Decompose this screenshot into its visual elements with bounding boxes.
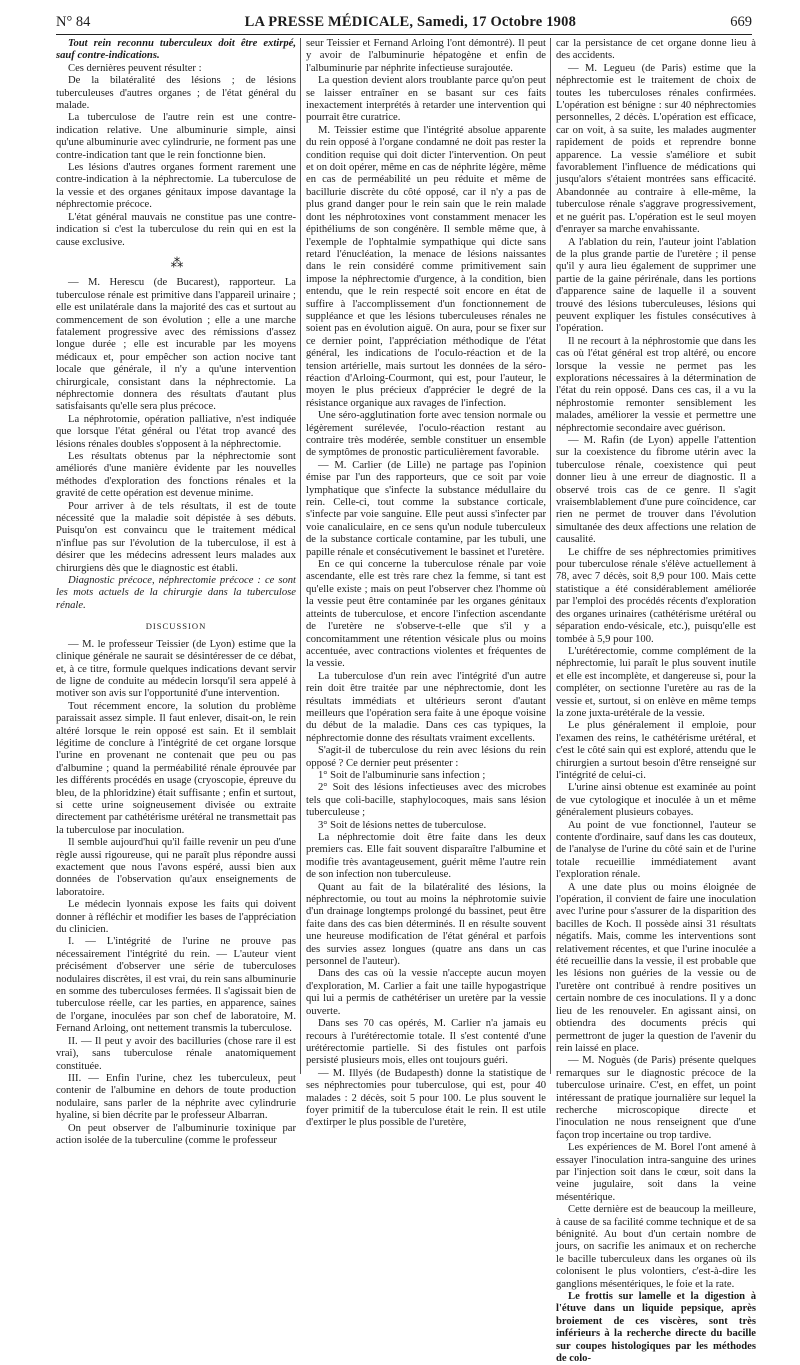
paragraph: L'état général mauvais ne constitue pas une contre-indication si c'est la tuberculose du rein qui en est la cause exclusive. [56,211,296,248]
paragraph: La tuberculose d'un rein avec l'intégrité d'un autre rein doit être traitée par une néphrectomie, dont les résultats immédiats et ultérieurs seront d'autant meilleurs que l'opération sera faite à une époque voisine du début de la maladie. Dans ces cas typiques, la néphrectomie donne des résultats vraiment excellents. [306,670,546,744]
issue-number: N° 84 [56,14,91,30]
paragraph: 3° Soit de lésions nettes de tuberculose. [318,819,487,831]
paragraph: Il semble aujourd'hui qu'il faille revenir un peu d'une règle aussi rigoureuse, qui ne paraît plus répondre aussi exactement que nous l'avons espéré, aussi bien aux données de l'observation qu'aux enseignements de laboratoire. [56,837,296,898]
paragraph: Tout récemment encore, la solution du problème paraissait assez simple. Il faut enlever, disait-on, le rein altéré lorsque le rein opposé est sain. Et il semblait légitime de conclure à l'intégrité de cet organe lorsque l'urine en provenant ne contenait que peu ou pas d'albumine ; quand la perméabilité rénale éprouvée par les différents procédés en usage (cryoscopie, épreuve du bleu, de la phloridzine) était suffisante ; enfin et surtout, si cette urine soigneusement divisée ou extraite directement par cathétérisme urétéral ne transmettait pas la tuberculose par inoculation. [56,700,296,836]
paragraph: car la persistance de cet organe donne lieu à des accidents. [556,38,756,62]
paragraph: Dans des cas où la vessie n'accepte aucun moyen d'exploration, M. Carlier a fait une taille hypogastrique qui lui a permis de cathétériser un uretère par la vessie ouverte. [306,968,546,1017]
paragraph: M. Teissier estime que l'intégrité absolue apparente du rein opposé à l'organe condamné ne doit pas rester la condition requise qui doit dicter l'intervention. On peut et on doit opérer, même en cas de néphrite légère, même en cas de perméabilité un peu réduite et même de bacillurie discrète du côté opposé, car il n'y a pas de plus grand danger pour le rein sain que le rein malade dont les néphrotoxines vont constamment menacer les épithéliums de son congénère. Il semble même que, à l'exemple de l'ophtalmie sympathique qui dicte sans retard l'énucléation, la menace de lésions naissantes dans le rein considéré comme primitivement sain impose la néphrectomie d'urgence, à la condition, bien entendu, que le rein respecté soit encore en état de suffire à l'accomplissement d'un fonctionnement de suppléance et que les lésions tuberculeuses rénales ne soient pas en évolution aiguë. On aura, pour se fixer sur ce dernier point, l'appréciation méthodique de l'état général, les indications de l'oculo-réaction et de la tension artérielle, mais surtout les données de la séro-réaction d'Arloing-Courmont, qui est, pour l'auteur, le moyen le plus précieux d'apprécier le degré de la résistance organique aux ravages de l'infection. [306,124,546,409]
journal-title: LA PRESSE MÉDICALE, Samedi, 17 Octobre 1908 [244,14,577,30]
header-rule [56,34,752,35]
paragraph: — M. Illyés (de Budapesth) donne la statistique de ses néphrectomies pour tuberculose, qui est, pour 40 malades : 2 décès, soit 5 pour 100. Le plus souvent le foyer primitif de la tuberculose était le rein. Il est utile d'extirper le plus possible de l'uretère, [306,1067,546,1129]
paragraph: — M. le professeur Teissier (de Lyon) estime que la clinique générale ne saurait se désintéresser de ce débat, et, à ce titre, formule quelques indications devant servir de ligne de conduite au médecin lorsqu'il sera appelé à motiver son avis sur l'opportunité d'une intervention. [56,638,296,700]
paragraph: Il ne recourt à la néphrostomie que dans les cas où l'état général est trop altéré, ou encore lorsque la vessie ne permet pas les explorations nécessaires à la détermination de l'état du rein opposé. Dans ces cas, il a vu la néphrostomie remonter sensiblement les malades, améliorer la vessie et permettre une néphrectomie secondaire avec guérison. [556,335,756,434]
paragraph: Le plus généralement il emploie, pour l'examen des reins, le cathétérisme urétéral, et c'est le côté sain qui est exploré, attendu que le chirurgien a surtout besoin d'être renseigné sur l'intégrité de celui-ci. [556,720,756,781]
paragraph: — M. Noguès (de Paris) présente quelques remarques sur le diagnostic précoce de la tuberculose urinaire. C'est, en effet, un point intéressant de pratique journalière sur lequel la recherche microscopique directe et l'inoculation ne nous renseignent que d'une façon trop incertaine ou trop tardive. [556,1055,756,1141]
column-3 [556,38,756,1365]
paragraph: Une séro-agglutination forte avec tension normale ou légèrement surélevée, l'oculo-réaction restant au contraire très modérée, semble constituer un ensemble de symptômes de pronostic particulièrement favorable. [306,410,546,459]
paragraph: — M. Carlier (de Lille) ne partage pas l'opinion émise par l'un des rapporteurs, que ce soit par voie lymphatique que s'infecte la substance médullaire du rein. Celle-ci, tout comme la substance corticale, s'infecte par voie sanguine. Elle peut aussi s'infecter par voie canaliculaire, en ce sens qu'un nodule tuberculeux de la substance corticale contamine, par les tubuli, une papille rénale et consécutivement le bassinet et l'uretère. [306,459,546,558]
paragraph: De la bilatéralité des lésions ; de lésions tuberculeuses d'autres organes ; de l'état général du malade. [56,75,296,112]
paragraph: A l'ablation du rein, l'auteur joint l'ablation de la plus grande partie de l'uretère ; il pense qu'il y aura lieu également de supprimer une partie de la gaine périrénale, dans les portions d'apparence saine de laquelle il a souvent trouvé des lésions tuberculeuses, lésions qui peuvent expliquer les fistules consécutives à l'opération. [556,236,756,335]
paragraph: Les expériences de M. Borel l'ont amené à essayer l'inoculation intra-sanguine des urines par l'injection soit dans le cœur, soit dans la veine jugulaire, soit dans la veine mésentérique. [556,1142,756,1203]
paragraph: Pour arriver à de tels résultats, il est de toute nécessité que la maladie soit dépistée à ses débuts. Puisqu'on est convaincu que le traitement médical n'influe pas sur l'évolution de la tuberculose, il est à désirer que les médecins adressent leurs malades aux chirurgiens dès que le diagnostic est établi. [56,500,296,574]
paragraph: 1° Soit de l'albuminurie sans infection ; [318,769,486,781]
section-heading: DISCUSSION [145,621,207,632]
paragraph: La néphrotomie, opération palliative, n'est indiquée que lorsque l'état général ou l'état trop avancé des lésions rénales doubles s'opposent à la néphrectomie. [56,413,296,450]
paragraph: En ce qui concerne la tuberculose rénale par voie ascendante, elle est très rare chez la femme, si tant est qu'elle existe ; mais on peut l'observer chez l'homme où la vessie peut être contaminée par les organes génitaux atteints de tuberculose, et encore l'infection ascendante de l'uretère ne s'observe-t-elle que s'il y a concomitamment une rétention vésicale plus ou moins accentuée, avec contractions violentes et fréquentes de la vessie. [306,559,546,670]
paragraph: II. — Il peut y avoir des bacilluries (chose rare il est vrai), sans tuberculose rénale anatomiquement constituée. [56,1035,296,1072]
paragraph: Ces dernières peuvent résulter : [68,62,202,74]
paragraph: Le médecin lyonnais expose les faits qui doivent donner à réfléchir et modifier les bases de l'appréciation du clinicien. [56,899,296,936]
paragraph: Cette dernière est de beaucoup la meilleure, à cause de sa facilité comme technique et de sa bénignité. Au bout d'un certain nombre de jours, on sacrifie les animaux et on recherche le bacille tuberculeux dans les organes où ils colonisent le plus volontiers, c'est-à-dire les ganglions mésentériques, le foie et la rate. [556,1204,756,1290]
paragraph: S'agit-il de tuberculose du rein avec lésions du rein opposé ? Ce dernier peut présenter : [306,745,546,769]
paragraph: Le frottis sur lamelle et la digestion à l'étuve dans un liquide pepsique, après broiement de ces viscères, sont très inférieurs à la recherche directe du bacille sur coupes histologiques par les méthodes de colo- [556,1291,756,1365]
paragraph: — M. Legueu (de Paris) estime que la néphrectomie est le traitement de choix de toutes les tuberculoses rénales confirmées. L'opération est bénigne : sur 40 néphrectomies personnelles, 2 décès. L'opération est efficace, car on voit, à sa suite, les malades augmenter rapidement de poids et reprendre bonne apparence. La vessie s'améliore et subit favorablement l'influence de médications qui jusqu'alors s'étaient montrées sans efficacité. Abandonnée au contraire à elle-même, la tuberculose rénale s'aggrave progressivement, et ne guérit pas. L'opération est le seul moyen d'enrayer sa marche envahissante. [556,62,756,236]
paragraph: A une date plus ou moins éloignée de l'opération, il convient de faire une inoculation avec l'urine pour s'assurer de la disparition des bacilles de Koch. Il possède ainsi 31 résultats négatifs. Mais, comme les interventions sont relativement récentes, et que l'urine inoculée a été recueillie dans la vessie, il est probable que les lésions non guéries de la vessie ou de l'uretère ont contribué à rendre positives un certain nombre de ces inoculations. Il y a donc lieu de les renouveler. En agissant ainsi, on obtiendra des documents précis qui permettront de juger la question de l'avenir du rein laissé en place. [556,881,756,1054]
paragraph: III. — Enfin l'urine, chez les tuberculeux, peut contenir de l'albumine en dehors de toute production nodulaire, sans parler de la néphrite avec cylindrurie hyaline, si bien décrite par le professeur Albarran. [56,1072,296,1122]
paragraph: I. — L'intégrité de l'urine ne prouve pas nécessairement l'intégrité du rein. — L'auteur vient précisément d'observer une série de tuberculoses nodulaires discrètes, il est vrai, du rein sans albuminurie en somme des tuberculoses fermées. Il s'agissait bien de tuberculose réelle, car les parties, en apparence, saines de l'organe, inoculées par son chef de laboratoire, M. Fernand Arloing, ont nettement transmis la tuberculose. [56,936,296,1035]
section-ornament: ⁂ [170,254,182,270]
paragraph: seur Teissier et Fernand Arloing l'ont démontré). Il peut y avoir de l'albuminurie hépatogène et enfin de l'albuminurie par néphrite infectieuse surajoutée. [306,38,546,74]
paragraph: Les résultats obtenus par la néphrectomie sont améliorés d'une manière évidente par les nouvelles méthodes d'exploration des fonctions rénales et la gravité de cette opération est devenue minime. [56,451,296,500]
paragraph: On peut observer de l'albuminurie toxinique par action isolée de la tuberculine (comme le professeur [56,1122,296,1146]
column-divider [300,38,301,1074]
paragraph: 2° Soit des lésions infectieuses avec des microbes tels que coli-bacille, staphylocoques, mais sans lésion tuberculeuse ; [306,782,546,819]
column-2 [306,38,546,1129]
column-1 [56,38,296,1146]
paragraph: — M. Rafin (de Lyon) appelle l'attention sur la coexistence du fibrome utérin avec la tuberculose rénale, coexistence qui peut donner lieu à une erreur de diagnostic. Il a observé trois cas de ce genre. Il s'agit vraisemblablement d'une pure coïncidence, car rien ne permet de trouver dans l'évolution simultanée des deux affections une relation de causalité. [556,435,756,546]
paragraph: La néphrectomie doit être faite dans les deux premiers cas. Elle fait souvent disparaître l'albumine et modifie très avantageusement, guérit même l'autre rein de son infection non tuberculeuse. [306,832,546,881]
paragraph: Diagnostic précoce, néphrectomie précoce : ce sont les mots actuels de la chirurgie dans la tuberculose rénale. [56,575,296,611]
page-number: 669 [730,14,752,30]
paragraph: Les lésions d'autres organes forment rarement une contre-indication à la néphrectomie. La tuberculose de la vessie et des organes génitaux impose davantage la néphrectomie précoce. [56,162,296,211]
paragraph: Dans ses 70 cas opérés, M. Carlier n'a jamais eu recours à l'urétérectomie totale. Il s'est contenté d'une urétérectomie partielle. Si des fistules ont parfois persisté plusieurs mois, elles ont toujours guéri. [306,1018,546,1067]
paragraph: L'urine ainsi obtenue est examinée au point de vue cytologique et inoculée à un et même généralement plusieurs cobayes. [556,782,756,819]
paragraph: La question devient alors troublante parce qu'on peut se laisser entraîner en se basant sur ces faits inexactement interprétés à retarder une intervention qui pourrait être curatrice. [306,75,546,124]
column-divider [550,38,551,1074]
paragraph: — M. Herescu (de Bucarest), rapporteur. La tuberculose rénale est primitive dans l'appareil urinaire ; elle est unilatérale dans la majorité des cas et surtout au commencement de son évolution ; elle a une marche fatalement progressive avec des rémissions d'assez longue durée ; elle est incurable par les moyens médicaux et, pour empêcher son action nocive tant locale que générale, il n'y a qu'une intervention chirurgicale, consistant dans la néphrectomie. La néphrectomie donnera des résultats d'autant plus satisfaisants qu'elle sera plus précoce. [56,277,296,413]
paragraph: La tuberculose de l'autre rein est une contre-indication relative. Une albuminurie simple, ainsi qu'une albuminurie avec cylindrurie, ne forment pas une contre-indication tant que le rein fonctionne bien. [56,112,296,161]
paragraph: L'urétérectomie, comme complément de la néphrectomie, lui paraît le plus souvent inutile et elle est incomplète, et dangereuse si, pour la compléter, on sectionne l'uretère au ras de la vessie et, surtout, si on enlève en même temps la zone juxta-urétérale de la vessie. [556,645,756,719]
paragraph: Tout rein reconnu tuberculeux doit être extirpé, sauf contre-indications. [56,38,296,62]
paragraph: Au point de vue fonctionnel, l'auteur se contente d'ordinaire, sauf dans les cas douteux, de l'analyse de l'urine du côté sain et de l'urine totale recueillie immédiatement avant l'exploration rénale. [556,819,756,881]
paragraph: Quant au fait de la bilatéralité des lésions, la néphrectomie, ou tout au moins la néphrotomie suivie d'un drainage longtemps prolongé du bassinet, peut être faite dans des cas bien déterminés. Il en résulte souvent une heureuse modification de l'état général et parfois des survies assez longues (quatre ans dans un cas personnel de l'auteur). [306,881,546,968]
paragraph: Le chiffre de ses néphrectomies primitives pour tuberculose rénale s'élève actuellement à 78, avec 7 décès, soit 8,9 pour 100. Mais cette statistique a été considérablement améliorée par l'emploi des procédés récents d'exploration des organes urinaires (cathétérisme urétéral ou séparation endo-vésicale, etc.), puisqu'elle est tombée à 5,9 pour 100. [556,546,756,645]
